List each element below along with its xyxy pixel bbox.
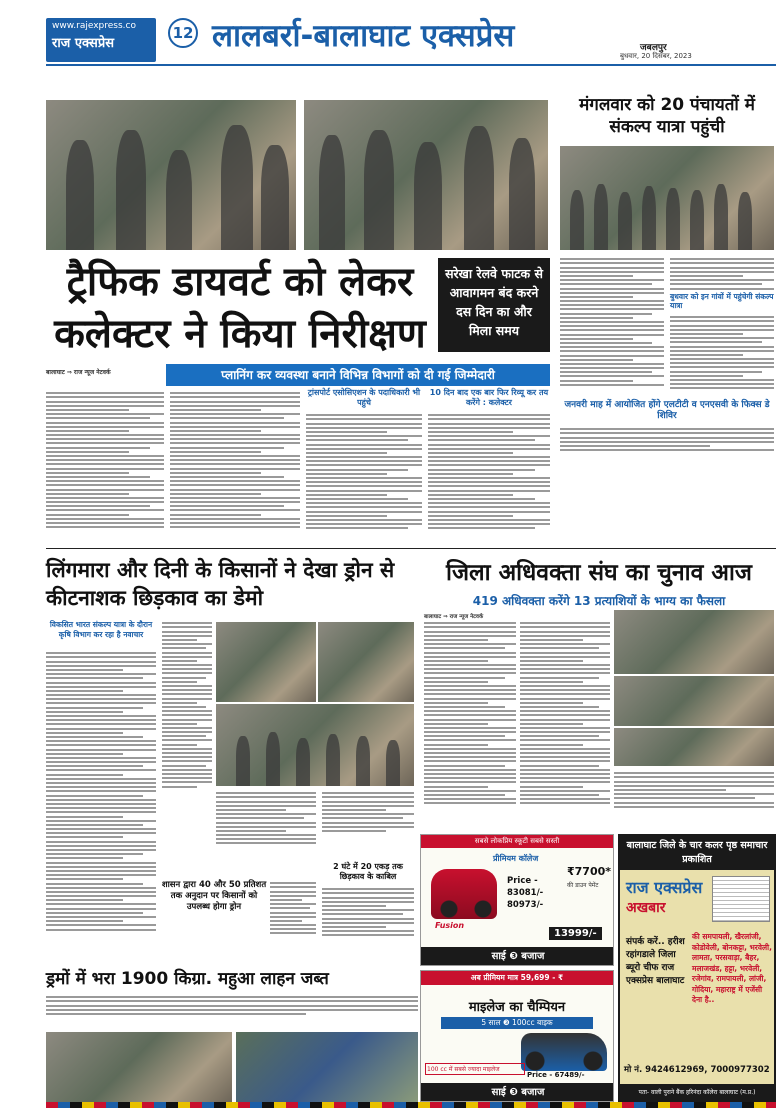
ad-rajexpress[interactable] <box>618 834 776 1102</box>
masthead-date: बुधवार, 20 दिसंबर, 2023 <box>620 52 692 60</box>
advocates-photo-2 <box>614 676 774 726</box>
lead-photo-2 <box>304 100 548 250</box>
right-top-col-3 <box>670 314 774 398</box>
ad-bike-brand: साई ❸ बजाज <box>421 1083 614 1102</box>
drone-col-4 <box>162 790 212 800</box>
bottom-photo-1 <box>46 1032 232 1102</box>
masthead-rule <box>46 64 776 66</box>
ad-bike-cc: 100 cc में सबसे ज्यादा माइलेज <box>425 1063 525 1075</box>
section-divider-1 <box>46 548 776 549</box>
ad-scooter-brand: साई ❸ बजाज <box>421 947 614 966</box>
ad3-newspaper-image <box>712 876 770 922</box>
ad-bike-title: माइलेज का चैम्पियन <box>468 1000 566 1015</box>
advocates-subhead: 419 अधिवक्ता करेंगे 13 प्रत्याशियों के भाग्य का फैसला <box>472 594 726 608</box>
lead-col-2 <box>170 390 300 540</box>
right-top-subhead-2: जनवरी माह में आयोजित होंगे एलटीटी व एनएसवी के फिक्स डे शिविर <box>564 400 770 421</box>
lead-col-4 <box>428 412 550 540</box>
ad-bike-top: अब प्रीमियम मात्र 59,699 - ₹ <box>421 971 613 985</box>
ad3-footer: पता- वाली पुराने बैंक हरिनंदा कॉलेरा बालाघाट (म.प्र.) <box>620 1084 774 1102</box>
bottom-photo-2 <box>236 1032 418 1102</box>
ad3-phone[interactable]: मो नं. 9424612969, 7000977302 <box>624 1065 770 1075</box>
lead-byline: बालाघाट ⇒ राज न्यूज नेटवर्क <box>46 369 111 376</box>
masthead <box>0 0 778 66</box>
ad-scooter-tag: Fusion <box>435 921 465 930</box>
ad-scooter-down: 13999/- <box>549 927 602 940</box>
right-top-headline: मंगलवार को 20 पंचायतों में संकल्प यात्रा पहुंची <box>579 95 755 137</box>
site-url[interactable]: www.rajexpress.co <box>52 21 136 31</box>
color-registration-bar <box>46 1102 776 1108</box>
ad3-brand: राज एक्सप्रेस <box>626 878 703 897</box>
drone-col-6 <box>270 880 316 968</box>
bottom-body <box>46 994 418 1028</box>
advocates-col-2 <box>520 620 610 830</box>
drone-col-7 <box>322 790 414 858</box>
ad-bike-sub: 5 साल ❸ 100cc बाइक <box>441 1017 593 1029</box>
lead-banner <box>166 364 550 386</box>
drone-col-1 <box>46 650 156 968</box>
ad-bike[interactable] <box>420 970 614 1102</box>
ad3-brand2: अखबार <box>626 900 666 916</box>
drone-col-subhead: 2 घंटे में 20 एकड़ तक छिड़काव के काबिल <box>333 862 403 881</box>
masthead-city: जबलपुर <box>640 43 667 53</box>
lead-photo-1 <box>46 100 296 250</box>
drone-photo-2 <box>318 622 414 702</box>
right-top-col-4 <box>560 426 774 536</box>
drone-col-8 <box>322 886 414 968</box>
right-top-col-2 <box>670 256 774 292</box>
drone-photo-3 <box>216 704 414 786</box>
bottom-headline: ड्रमों में भरा 1900 किग्रा. महुआ लाहन जब्त <box>46 969 329 989</box>
ad-scooter-price: Price - 83081/- 80973/- <box>507 876 544 910</box>
right-top-col-1 <box>560 256 664 398</box>
lead-col-1 <box>46 390 164 540</box>
drone-subhead-2: शासन द्वारा 40 और 50 प्रतिशत तक अनुदान पर किसानों को उपलब्ध होगा ड्रोन <box>161 880 267 912</box>
lead-subhead-2: 10 दिन बाद एक बार फिर रिव्यू कर तय करेंगे : कलेक्टर <box>429 388 549 407</box>
lead-headline: ट्रैफिक डायवर्ट को लेकर कलेक्टर ने किया निरीक्षण <box>54 259 426 357</box>
lead-side-headline-box <box>438 258 550 352</box>
ad-scooter-top: सबसे लोकप्रिय स्कूटी सबसे सस्ती <box>421 835 613 848</box>
lead-banner-text: प्लानिंग कर व्यवस्था बनाने विभिन्न विभागों को दी गई जिम्मेदारी <box>221 368 495 382</box>
ad-scooter-emi: ₹7700* <box>567 865 612 878</box>
ad3-contact: संपर्क करें.. हरीश रहांगडाले जिला ब्यूरो चीफ राज एक्सप्रेस बालाघाट <box>626 937 685 986</box>
advocates-photo-3 <box>614 728 774 766</box>
ad3-places: की समपायली, खैरलांजी, कोडोवेली, बोनकट्टा, भरवेली, लामता, परसवाड़ा, बैहर, मलाजखंड, हट्टा, भरवेली, रजेगांव, रामपायली, लांजी, गोदिया, महाराष्ट्र में एजेंसी देना है.. <box>692 932 772 1004</box>
page-number: 12 <box>168 18 198 48</box>
ad-scooter-model: प्रीमियम कॉलेज <box>493 854 539 863</box>
drone-col-5 <box>216 790 316 878</box>
ad3-heading: बालाघाट जिले के चार कलर पृष्ठ समाचार प्रकाशित <box>620 836 774 870</box>
lead-col-3 <box>306 412 422 540</box>
lead-side-headline: सरेखा रेलवे फाटक से आवागमन बंद करने दस दिन का और मिला समय <box>445 266 543 338</box>
advocates-col-1 <box>424 620 516 830</box>
advocates-col-3 <box>614 770 774 830</box>
drone-subhead: विकसित भारत संकल्प यात्रा के दौरान कृषि विभाग कर रहा है नवाचार <box>49 620 153 639</box>
ad-scooter[interactable] <box>420 834 614 966</box>
edition-title: लालबर्रा-बालाघाट एक्सप्रेस <box>212 18 515 54</box>
ad-bike-price: Price - 67489/- <box>527 1071 585 1079</box>
masthead-left-block <box>46 18 156 62</box>
advocates-photo-1 <box>614 610 774 674</box>
drone-photo-1 <box>216 622 316 702</box>
bike-image <box>521 1033 607 1071</box>
scooter-image <box>431 869 497 919</box>
brand-name: राज एक्सप्रेस <box>52 36 115 51</box>
right-top-photo <box>560 146 774 250</box>
drone-headline: लिंगमारा और दिनी के किसानों ने देखा ड्रोन से कीटनाशक छिड़काव का डेमो <box>46 558 395 610</box>
lead-subhead-1: ट्रांसपोर्ट एसोसिएशन के पदाधिकारी भी पहुंचे <box>307 388 421 407</box>
advocates-headline: जिला अधिवक्ता संघ का चुनाव आज <box>446 560 752 586</box>
advocates-byline: बालाघाट ⇒ राज न्यूज नेटवर्क <box>424 614 484 620</box>
right-top-subhead-1: बुधवार को इन गांवों में पहुंचेगी संकल्प यात्रा <box>670 292 774 310</box>
ad-scooter-emi-label: की डाउन पेमेंट <box>567 882 599 889</box>
